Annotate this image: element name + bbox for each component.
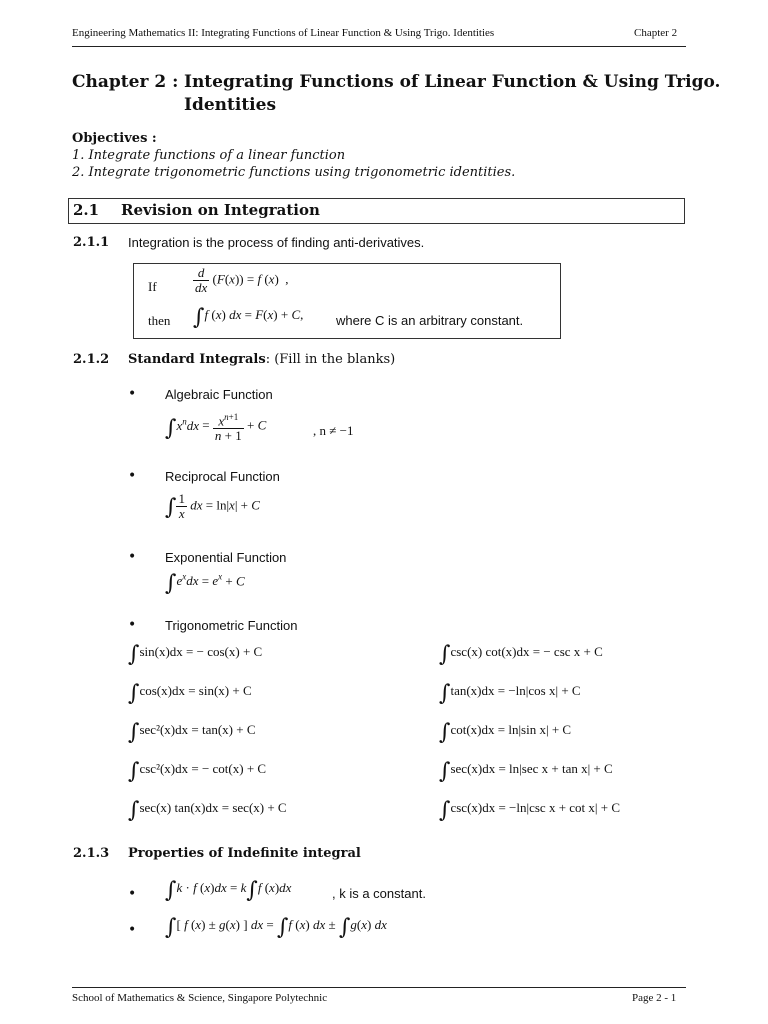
running-header-chapter: Chapter 2: [634, 27, 678, 39]
power-rule-formula: $\int x^ndx$ = $\frac{x^{n+1}}{n + 1}$ + C: [165, 412, 267, 444]
then-label: then: [148, 313, 171, 328]
footer-page-number: Page 2 - 1: [632, 992, 677, 1004]
trig-formula-right-4: ∫sec(x)dx = ln|sec x + tan x| + C: [439, 759, 613, 784]
objectives-heading: Objectives :: [72, 131, 157, 146]
objective-item-1: 1. Integrate functions of a linear function: [72, 148, 346, 163]
arbitrary-constant-note: where C is an arbitrary constant.: [336, 313, 524, 328]
bullet: •: [128, 617, 137, 633]
if-label: If: [148, 279, 157, 294]
derivative-equation: $\frac{d}{dx}$ (F(x)) = f (x) ,: [195, 265, 289, 295]
reciprocal-rule-formula: ∫ $\frac{1}{x}$ dx = ln|x| + C: [165, 491, 260, 521]
header-divider: [72, 46, 686, 47]
trig-formula-left-5: ∫sec(x) tan(x)dx = sec(x) + C: [128, 798, 287, 823]
trig-formula-left-4: ∫csc²(x)dx = − cot(x) + C: [128, 759, 267, 784]
exponential-function-label: Exponential Function: [165, 550, 287, 565]
trig-formula-right-2: ∫tan(x)dx = −ln|cos x| + C: [439, 681, 581, 706]
trig-formula-right-3: ∫cot(x)dx = ln|sin x| + C: [439, 720, 572, 745]
bullet: •: [128, 386, 137, 402]
chapter-label: Chapter 2 :: [72, 72, 179, 92]
trig-formula-right-5: ∫csc(x)dx = −ln|csc x + cot x| + C: [439, 798, 621, 823]
subsection-number-2-1-3: 2.1.3: [73, 846, 110, 861]
chapter-title-line2: Identities: [184, 95, 277, 115]
chapter-title-line1: Integrating Functions of Linear Function & Using Trigo.: [184, 72, 721, 92]
standard-integrals-note: : (Fill in the blanks): [265, 352, 396, 367]
section-number: 2.1: [73, 201, 100, 219]
footer-institution: School of Mathematics & Science, Singapore Polytechnic: [72, 992, 328, 1004]
trigonometric-function-label: Trigonometric Function: [165, 618, 298, 633]
bullet: •: [128, 549, 137, 565]
reciprocal-function-label: Reciprocal Function: [165, 469, 280, 484]
trig-formula-left-2: ∫cos(x)dx = sin(x) + C: [128, 681, 252, 706]
bullet: •: [128, 468, 137, 484]
antiderivative-equation: ∫f (x) dx = F(x) + C,: [193, 305, 304, 330]
standard-integrals-title: Standard Integrals: [128, 352, 266, 367]
constant-note: , k is a constant.: [332, 886, 426, 901]
sum-difference-rule: ∫[ f (x) ± g(x) ] dx = ∫f (x) dx ± ∫g(x) dx: [165, 915, 387, 940]
standard-integrals-heading: [128, 352, 395, 367]
trig-formula-right-1: ∫csc(x) cot(x)dx = − csc x + C: [439, 642, 603, 667]
trig-formula-left-1: ∫sin(x)dx = − cos(x) + C: [128, 642, 263, 667]
integration-definition-text: Integration is the process of finding anti-derivatives.: [128, 235, 425, 250]
section-title: Revision on Integration: [121, 201, 320, 219]
running-header-title: Engineering Mathematics II: Integrating Functions of Linear Function & Using Trigo. Identities: [72, 27, 495, 39]
constant-multiple-rule: ∫k · f (x)dx = k∫f (x)dx: [165, 878, 292, 903]
footer-divider: [72, 987, 686, 988]
bullet: •: [128, 922, 137, 938]
bullet: •: [128, 886, 137, 902]
power-rule-condition: , n ≠ −1: [313, 423, 354, 438]
trig-formula-left-3: ∫sec²(x)dx = tan(x) + C: [128, 720, 256, 745]
exponential-rule-formula: $\int e^xdx = e^x + C$: [165, 571, 245, 597]
subsection-number-2-1-2: 2.1.2: [73, 352, 110, 367]
properties-heading: Properties of Indefinite integral: [128, 846, 361, 861]
subsection-number-2-1-1: 2.1.1: [73, 235, 110, 250]
algebraic-function-label: Algebraic Function: [165, 387, 273, 402]
objective-item-2: 2. Integrate trigonometric functions using trigonometric identities.: [72, 165, 516, 180]
